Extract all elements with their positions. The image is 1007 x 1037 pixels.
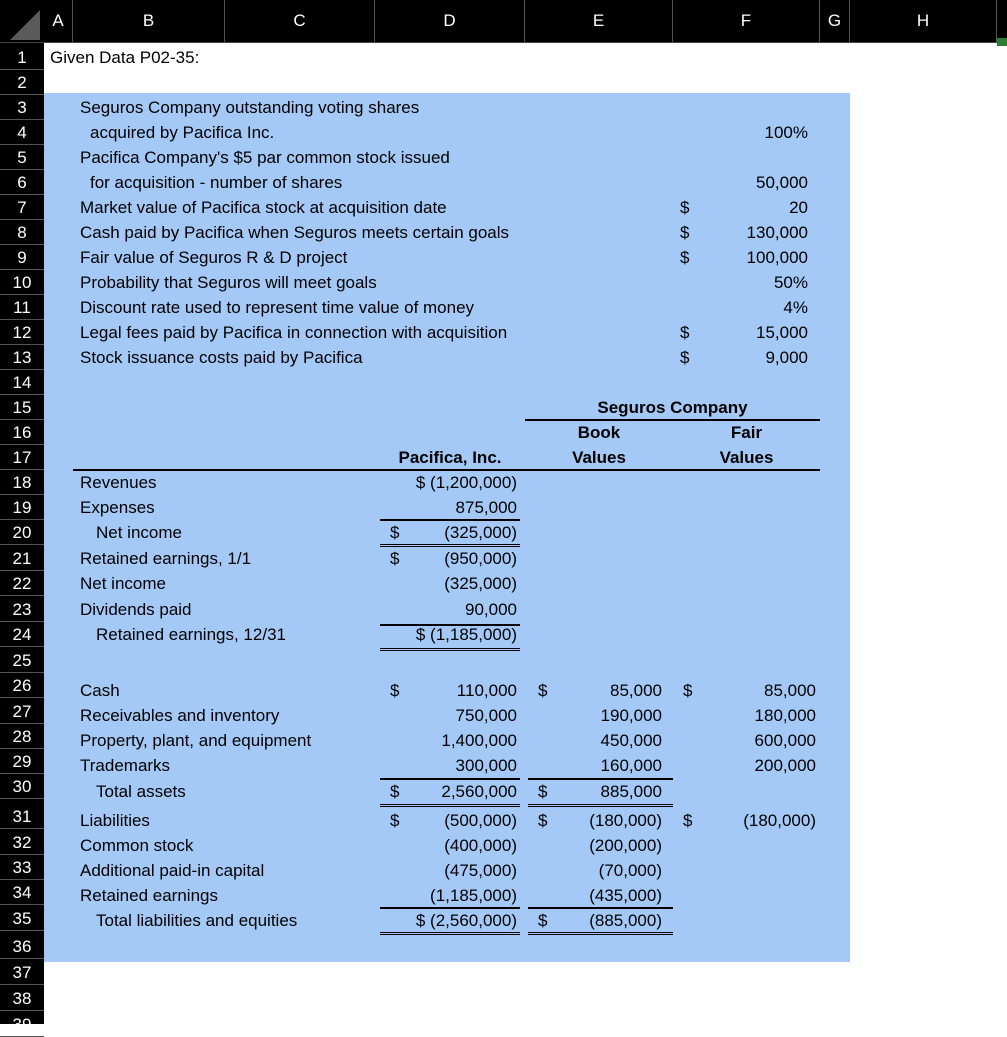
row-header-2[interactable]: 2 bbox=[0, 70, 44, 95]
row-header-28[interactable]: 28 bbox=[0, 724, 44, 749]
row-header-13[interactable]: 13 bbox=[0, 345, 44, 370]
dollar-sign: $ bbox=[538, 782, 548, 801]
dollar-sign: $ bbox=[683, 681, 693, 700]
fair-values-header: Values bbox=[719, 448, 774, 467]
dollar-sign: $ bbox=[390, 523, 400, 542]
assets-d-double-rule bbox=[380, 804, 520, 807]
given-label: Fair value of Seguros R & D project bbox=[80, 248, 348, 267]
balance-label: Cash bbox=[80, 681, 120, 700]
row-header-38[interactable]: 38 bbox=[0, 986, 44, 1011]
given-label: Legal fees paid by Pacifica in connection with acquisition bbox=[80, 323, 508, 342]
row-header-16[interactable]: 16 bbox=[0, 420, 44, 445]
pacifica-value: $ (1,185,000) bbox=[415, 625, 517, 644]
pacifica-value: (1,185,000) bbox=[430, 886, 517, 905]
re-top-rule bbox=[380, 624, 520, 626]
row-header-3[interactable]: 3 bbox=[0, 95, 44, 120]
column-header-c[interactable]: C bbox=[225, 0, 375, 42]
book-value: (200,000) bbox=[589, 836, 662, 855]
row-header-36[interactable]: 36 bbox=[0, 934, 44, 959]
given-label: Discount rate used to represent time value of money bbox=[80, 298, 475, 317]
row-header-19[interactable]: 19 bbox=[0, 495, 44, 520]
given-label: acquired by Pacifica Inc. bbox=[90, 123, 275, 142]
balance-label: Liabilities bbox=[80, 811, 150, 830]
pacifica-value: 2,560,000 bbox=[441, 782, 517, 801]
given-value: 100,000 bbox=[746, 248, 808, 267]
book-value: (435,000) bbox=[589, 886, 662, 905]
balance-label: Additional paid-in capital bbox=[80, 861, 265, 880]
dollar-sign: $ bbox=[680, 323, 690, 342]
book-header: Book bbox=[577, 423, 621, 442]
column-header-e[interactable]: E bbox=[525, 0, 673, 42]
given-label: Cash paid by Pacifica when Seguros meets certain goals bbox=[80, 223, 510, 242]
income-label: Net income bbox=[96, 523, 182, 542]
pacifica-value: $ (1,200,000) bbox=[415, 473, 517, 492]
given-label: Stock issuance costs paid by Pacifica bbox=[80, 348, 363, 367]
row-header-8[interactable]: 8 bbox=[0, 220, 44, 245]
equity-d-double-rule bbox=[380, 932, 520, 935]
row-header-26[interactable]: 26 bbox=[0, 673, 44, 698]
row-header-21[interactable]: 21 bbox=[0, 546, 44, 571]
row-header-34[interactable]: 34 bbox=[0, 880, 44, 905]
column-header-h[interactable]: H bbox=[850, 0, 997, 42]
row-header-27[interactable]: 27 bbox=[0, 699, 44, 724]
fair-value: (180,000) bbox=[743, 811, 816, 830]
row-header-22[interactable]: 22 bbox=[0, 571, 44, 596]
row-header-29[interactable]: 29 bbox=[0, 749, 44, 774]
fair-header: Fair bbox=[730, 423, 763, 442]
selection-indicator bbox=[997, 38, 1007, 46]
column-header-bar bbox=[0, 0, 1007, 42]
row-header-7[interactable]: 7 bbox=[0, 195, 44, 220]
dollar-sign: $ bbox=[680, 248, 690, 267]
row-header-30[interactable]: 30 bbox=[0, 774, 44, 799]
dollar-sign: $ bbox=[683, 811, 693, 830]
fair-value: 180,000 bbox=[754, 706, 816, 725]
given-value: 130,000 bbox=[746, 223, 808, 242]
balance-label: Common stock bbox=[80, 836, 194, 855]
dollar-sign: $ bbox=[680, 223, 690, 242]
row-header-37[interactable]: 37 bbox=[0, 960, 44, 985]
book-value: 450,000 bbox=[600, 731, 662, 750]
select-all-corner[interactable] bbox=[0, 0, 44, 42]
net-income-top-rule bbox=[380, 519, 520, 521]
row-header-10[interactable]: 10 bbox=[0, 270, 44, 295]
net-income-double-rule bbox=[380, 544, 520, 547]
dollar-sign: $ bbox=[538, 681, 548, 700]
given-label: Market value of Pacifica stock at acquisition date bbox=[80, 198, 447, 217]
column-header-a[interactable]: A bbox=[44, 0, 73, 42]
row-header-35[interactable]: 35 bbox=[0, 906, 44, 931]
book-value: 190,000 bbox=[600, 706, 662, 725]
balance-label: Property, plant, and equipment bbox=[80, 731, 312, 750]
select-all-triangle-icon bbox=[0, 0, 44, 42]
pacifica-value: (325,000) bbox=[444, 574, 517, 593]
book-value: 85,000 bbox=[610, 681, 662, 700]
given-value: 4% bbox=[783, 298, 808, 317]
balance-label: Receivables and inventory bbox=[80, 706, 280, 725]
given-value: 20 bbox=[789, 198, 808, 217]
row-header-14[interactable]: 14 bbox=[0, 370, 44, 395]
dollar-sign: $ bbox=[390, 681, 400, 700]
equity-e-top-rule bbox=[528, 907, 673, 909]
re-double-rule bbox=[380, 648, 520, 651]
pacifica-value: (475,000) bbox=[444, 861, 517, 880]
balance-label: Retained earnings bbox=[80, 886, 218, 905]
income-label: Expenses bbox=[80, 498, 155, 517]
sheet-title: Given Data P02-35: bbox=[50, 48, 200, 67]
row-header-33[interactable]: 33 bbox=[0, 855, 44, 880]
pacifica-value: (500,000) bbox=[444, 811, 517, 830]
balance-label: Total assets bbox=[96, 782, 186, 801]
row-header-32[interactable]: 32 bbox=[0, 830, 44, 855]
pacifica-value: 875,000 bbox=[455, 498, 517, 517]
row-header-31[interactable]: 31 bbox=[0, 804, 44, 829]
row-header-20[interactable]: 20 bbox=[0, 520, 44, 545]
income-label: Net income bbox=[80, 574, 166, 593]
given-label: Pacifica Company's $5 par common stock issued bbox=[80, 148, 450, 167]
assets-d-top-rule bbox=[380, 778, 520, 780]
row-header-bar bbox=[0, 43, 44, 1034]
dollar-sign: $ bbox=[538, 911, 548, 930]
given-label: Seguros Company outstanding voting shares bbox=[80, 98, 420, 117]
pacifica-value: 1,400,000 bbox=[441, 731, 517, 750]
pacifica-header: Pacifica, Inc. bbox=[398, 448, 502, 467]
row-header-12[interactable]: 12 bbox=[0, 320, 44, 345]
pacifica-value: (400,000) bbox=[444, 836, 517, 855]
book-value: (70,000) bbox=[598, 861, 662, 880]
dollar-sign: $ bbox=[390, 782, 400, 801]
given-label: for acquisition - number of shares bbox=[90, 173, 343, 192]
row-header-18[interactable]: 18 bbox=[0, 470, 44, 495]
assets-e-double-rule bbox=[528, 804, 673, 807]
dollar-sign: $ bbox=[680, 198, 690, 217]
row-header-15[interactable]: 15 bbox=[0, 395, 44, 420]
fair-value: 600,000 bbox=[754, 731, 816, 750]
given-value: 50,000 bbox=[756, 173, 808, 192]
row-header-1[interactable]: 1 bbox=[0, 45, 44, 70]
fair-value: 85,000 bbox=[764, 681, 816, 700]
row-header-24[interactable]: 24 bbox=[0, 622, 44, 647]
pacifica-value: 90,000 bbox=[465, 600, 517, 619]
column-header-f[interactable]: F bbox=[673, 0, 820, 42]
dollar-sign: $ bbox=[538, 811, 548, 830]
seguros-company-header: Seguros Company bbox=[597, 398, 748, 417]
pacifica-value: $ (2,560,000) bbox=[415, 911, 517, 930]
given-value: 50% bbox=[773, 273, 808, 292]
column-header-d[interactable]: D bbox=[375, 0, 525, 42]
row-header-23[interactable]: 23 bbox=[0, 597, 44, 622]
row-header-25[interactable]: 25 bbox=[0, 648, 44, 673]
equity-e-double-rule bbox=[528, 932, 673, 935]
row-header-4[interactable]: 4 bbox=[0, 120, 44, 145]
book-value: 160,000 bbox=[600, 756, 662, 775]
assets-e-top-rule bbox=[528, 778, 673, 780]
row-header-6[interactable]: 6 bbox=[0, 170, 44, 195]
income-label: Retained earnings, 1/1 bbox=[80, 549, 252, 568]
book-value: (885,000) bbox=[589, 911, 662, 930]
row-header-11[interactable]: 11 bbox=[0, 295, 44, 320]
given-value: 9,000 bbox=[765, 348, 808, 367]
equity-d-top-rule bbox=[380, 907, 520, 909]
column-header-b[interactable]: B bbox=[73, 0, 225, 42]
income-label: Dividends paid bbox=[80, 600, 192, 619]
pacifica-value: 300,000 bbox=[455, 756, 517, 775]
balance-label: Total liabilities and equities bbox=[96, 911, 298, 930]
row-header-39[interactable]: 39 bbox=[0, 1012, 44, 1037]
income-label: Retained earnings, 12/31 bbox=[96, 625, 286, 644]
column-header-g[interactable]: G bbox=[820, 0, 850, 42]
dollar-sign: $ bbox=[390, 549, 400, 568]
row-header-9[interactable]: 9 bbox=[0, 245, 44, 270]
row-header-5[interactable]: 5 bbox=[0, 145, 44, 170]
pacifica-value: (325,000) bbox=[444, 523, 517, 542]
book-value: 885,000 bbox=[600, 782, 662, 801]
balance-label: Trademarks bbox=[80, 756, 171, 775]
header-divider bbox=[0, 42, 1007, 43]
dollar-sign: $ bbox=[680, 348, 690, 367]
dollar-sign: $ bbox=[390, 811, 400, 830]
income-label: Revenues bbox=[80, 473, 157, 492]
book-values-header: Values bbox=[572, 448, 626, 467]
given-value: 100% bbox=[764, 123, 808, 142]
pacifica-value: 110,000 bbox=[456, 681, 517, 700]
given-label: Probability that Seguros will meet goals bbox=[80, 273, 377, 292]
pacifica-value: (950,000) bbox=[444, 549, 517, 568]
pacifica-value: 750,000 bbox=[455, 706, 517, 725]
book-value: (180,000) bbox=[589, 811, 662, 830]
fair-value: 200,000 bbox=[754, 756, 816, 775]
given-value: 15,000 bbox=[756, 323, 808, 342]
row-header-17[interactable]: 17 bbox=[0, 445, 44, 470]
